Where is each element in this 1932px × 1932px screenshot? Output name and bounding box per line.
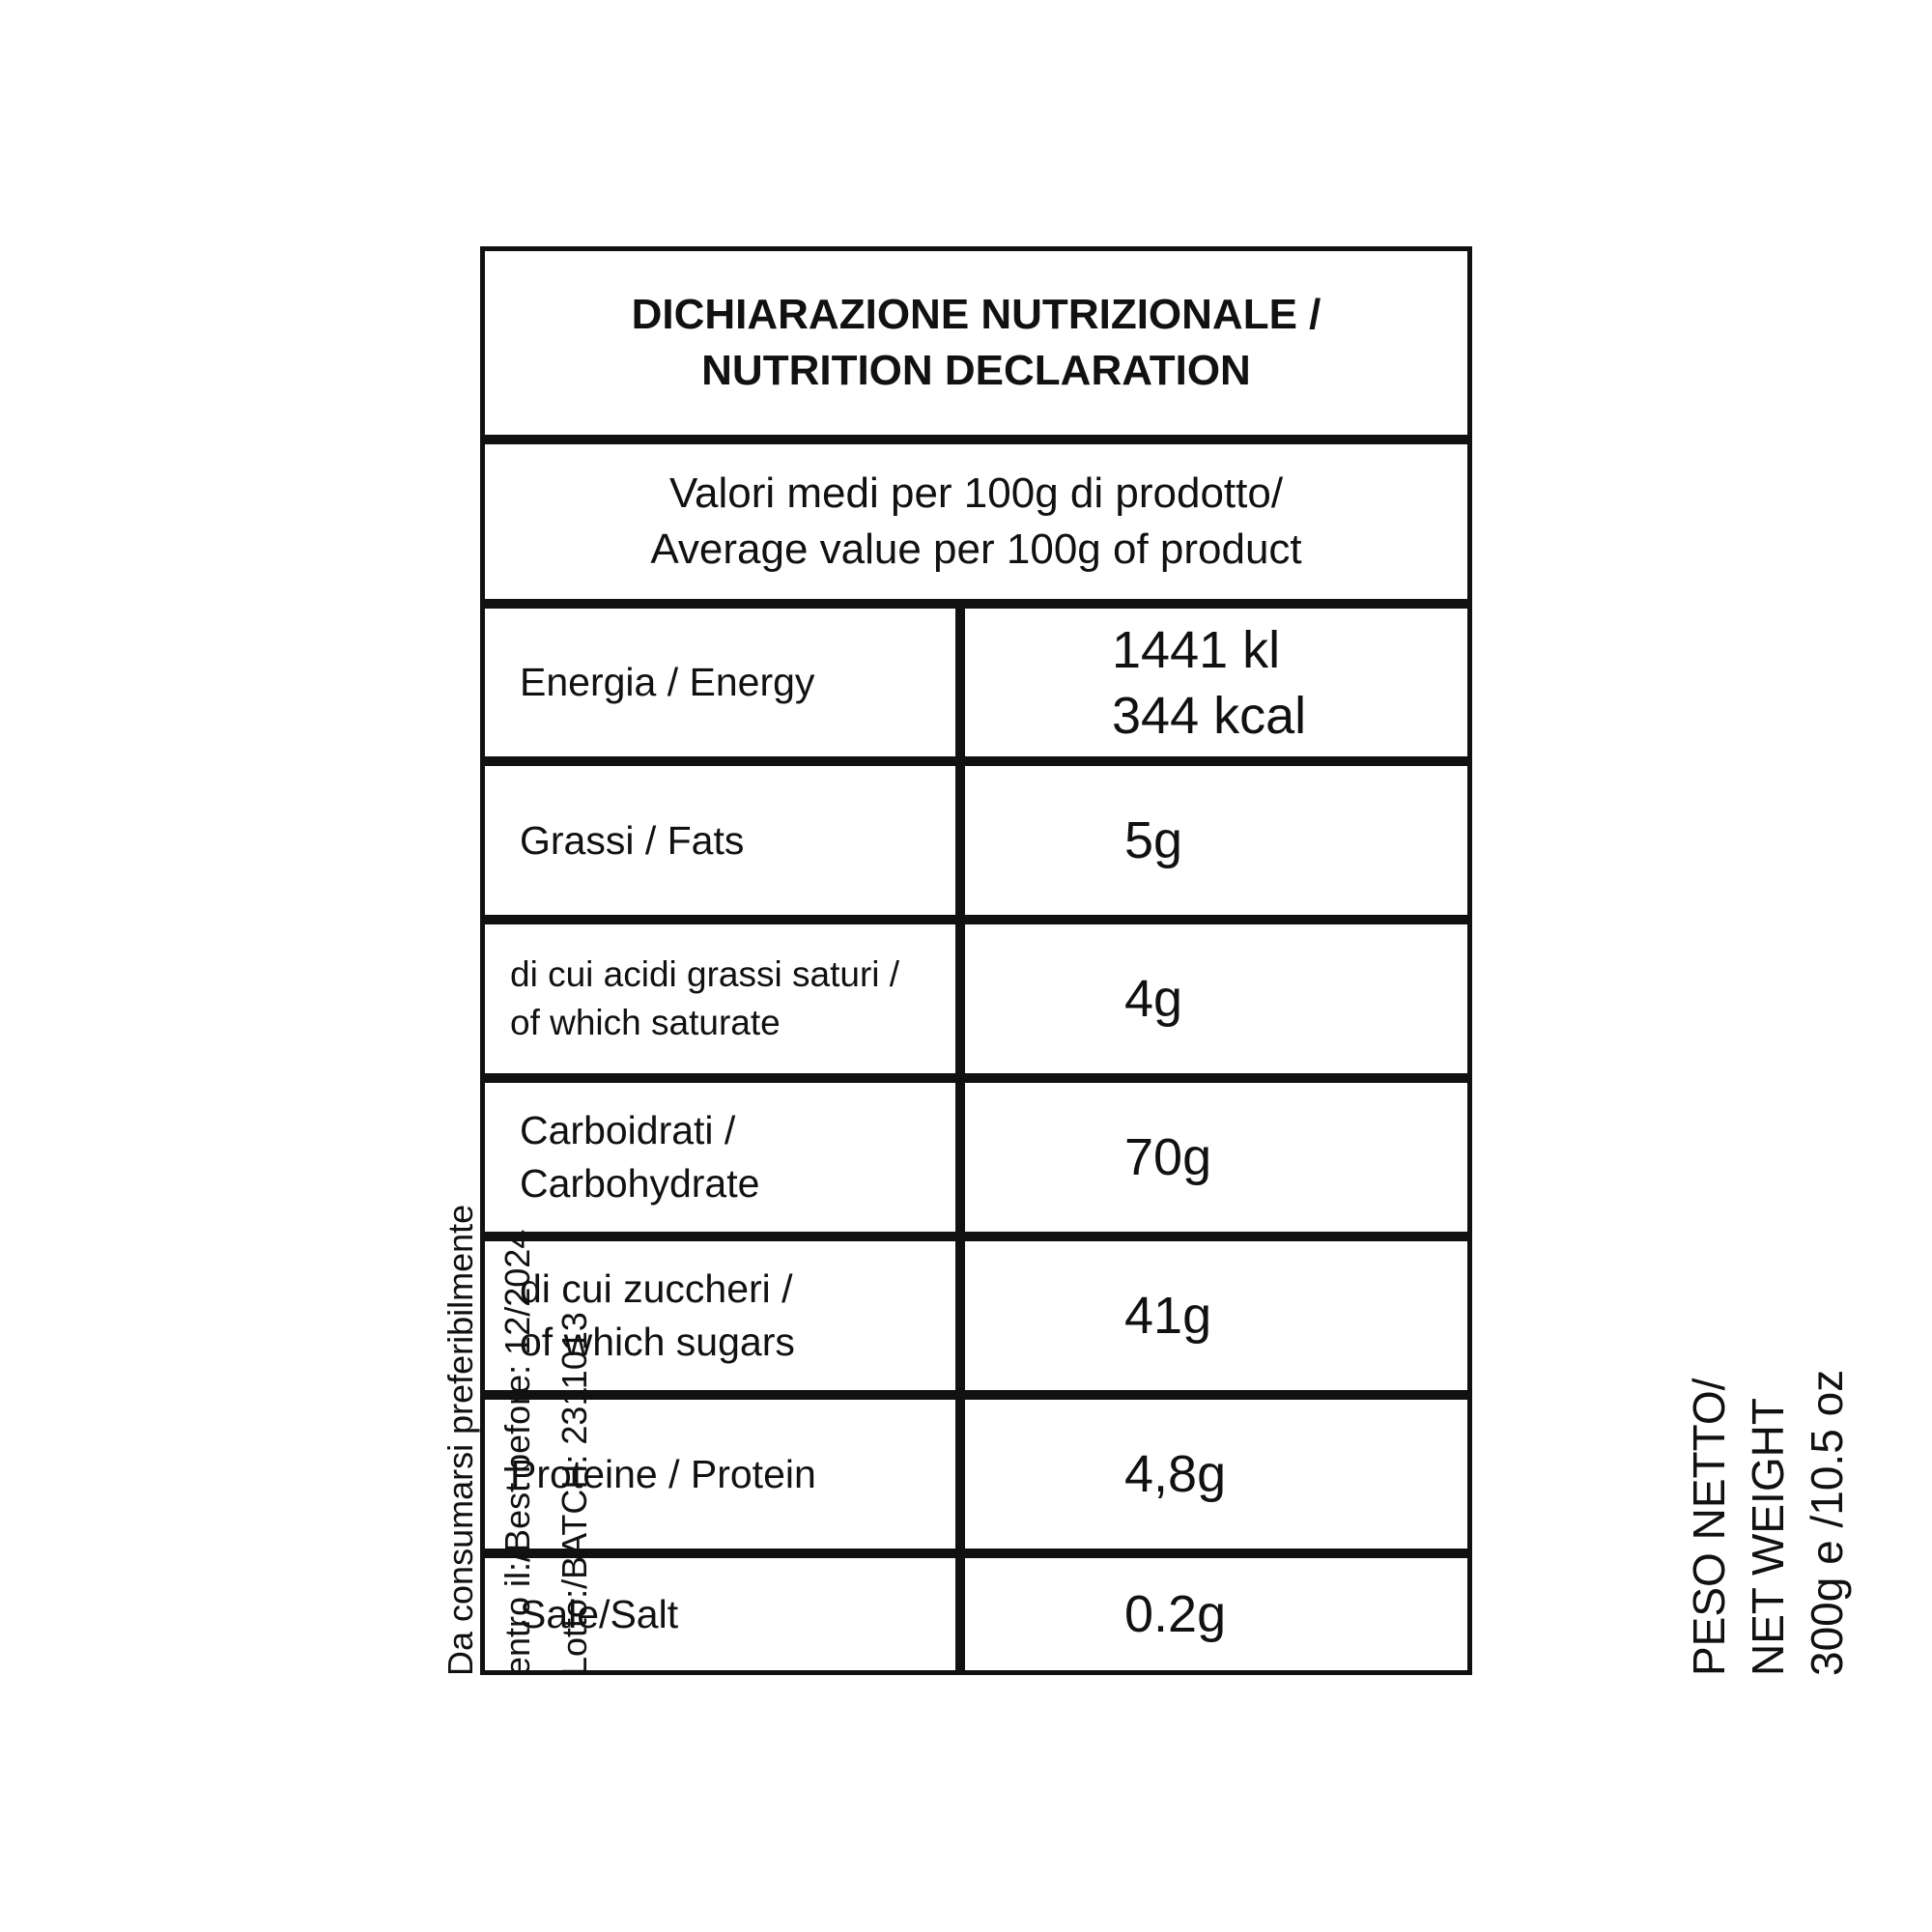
nutrient-value-line: 41g	[1124, 1287, 1212, 1345]
table-row	[485, 1241, 1467, 1400]
table-row	[485, 766, 1467, 924]
nutrient-value	[965, 1558, 1467, 1670]
nutrient-name-line: di cui zuccheri /	[520, 1266, 793, 1311]
nutrient-value-line: 344 kcal	[1112, 686, 1307, 745]
net-weight-label-en: NET WEIGHT	[1743, 1398, 1793, 1676]
nutrient-name-line: Proteine / Protein	[510, 1451, 816, 1496]
table-row	[485, 609, 1467, 766]
table-row	[485, 1400, 1467, 1558]
nutrient-name-line: of which saturate	[510, 1003, 781, 1042]
nutrient-value	[965, 609, 1467, 756]
subtitle-line-2: Average value per 100g of product	[650, 526, 1302, 573]
batch-line: Lotto:/BATCH: 2311013	[554, 1312, 594, 1676]
nutrient-name-line: Sale/Salt	[520, 1591, 679, 1636]
nutrient-table	[485, 609, 1467, 1670]
net-weight-value: 300g e /10.5 oz	[1802, 1369, 1852, 1676]
nutrient-name-line: di cui acidi grassi saturi /	[510, 954, 900, 994]
net-weight-label-it: PESO NETTO/	[1684, 1378, 1734, 1676]
nutrient-value	[965, 766, 1467, 915]
nutrient-name-line: Energia / Energy	[520, 660, 815, 704]
table-row	[485, 1083, 1467, 1241]
best-before-line: Da consumarsi preferibilmente	[440, 1204, 480, 1676]
nutrient-name-line: Grassi / Fats	[520, 817, 745, 863]
column-divider	[955, 609, 965, 1670]
nutrient-value-line: 1441 kl	[1112, 620, 1281, 679]
subtitle-line-1: Valori medi per 100g di prodotto/	[668, 469, 1284, 517]
label-subtitle	[485, 444, 1467, 609]
nutrient-name-line: Carbohydrate	[520, 1161, 760, 1206]
nutrient-value-line: 4g	[1124, 970, 1183, 1028]
nutrient-value-line: 4,8g	[1124, 1445, 1227, 1503]
nutrient-value	[965, 1083, 1467, 1232]
best-before-batch-text	[432, 1205, 603, 1676]
nutrient-value	[965, 1241, 1467, 1390]
nutrient-name-line: of which sugars	[520, 1320, 795, 1364]
nutrient-name	[485, 766, 955, 915]
title-line-1: DICHIARAZIONE NUTRIZIONALE /	[631, 291, 1321, 338]
table-row	[485, 924, 1467, 1083]
nutrient-value-line: 0.2g	[1124, 1585, 1227, 1643]
net-weight-text	[1680, 1370, 1857, 1676]
nutrient-name	[485, 609, 955, 756]
nutrient-value-line: 5g	[1124, 811, 1183, 869]
nutrient-value	[965, 1400, 1467, 1548]
nutrient-name	[485, 924, 955, 1073]
table-row	[485, 1558, 1467, 1670]
nutrient-value-line: 70g	[1124, 1128, 1212, 1186]
nutrient-value	[965, 924, 1467, 1073]
label-title	[485, 251, 1467, 444]
title-line-2: NUTRITION DECLARATION	[701, 347, 1251, 394]
nutrient-name-line: Carboidrati /	[520, 1108, 736, 1152]
best-before-date-line: entro il:/Best before: 12/2024	[497, 1229, 537, 1676]
nutrition-label	[480, 246, 1472, 1675]
